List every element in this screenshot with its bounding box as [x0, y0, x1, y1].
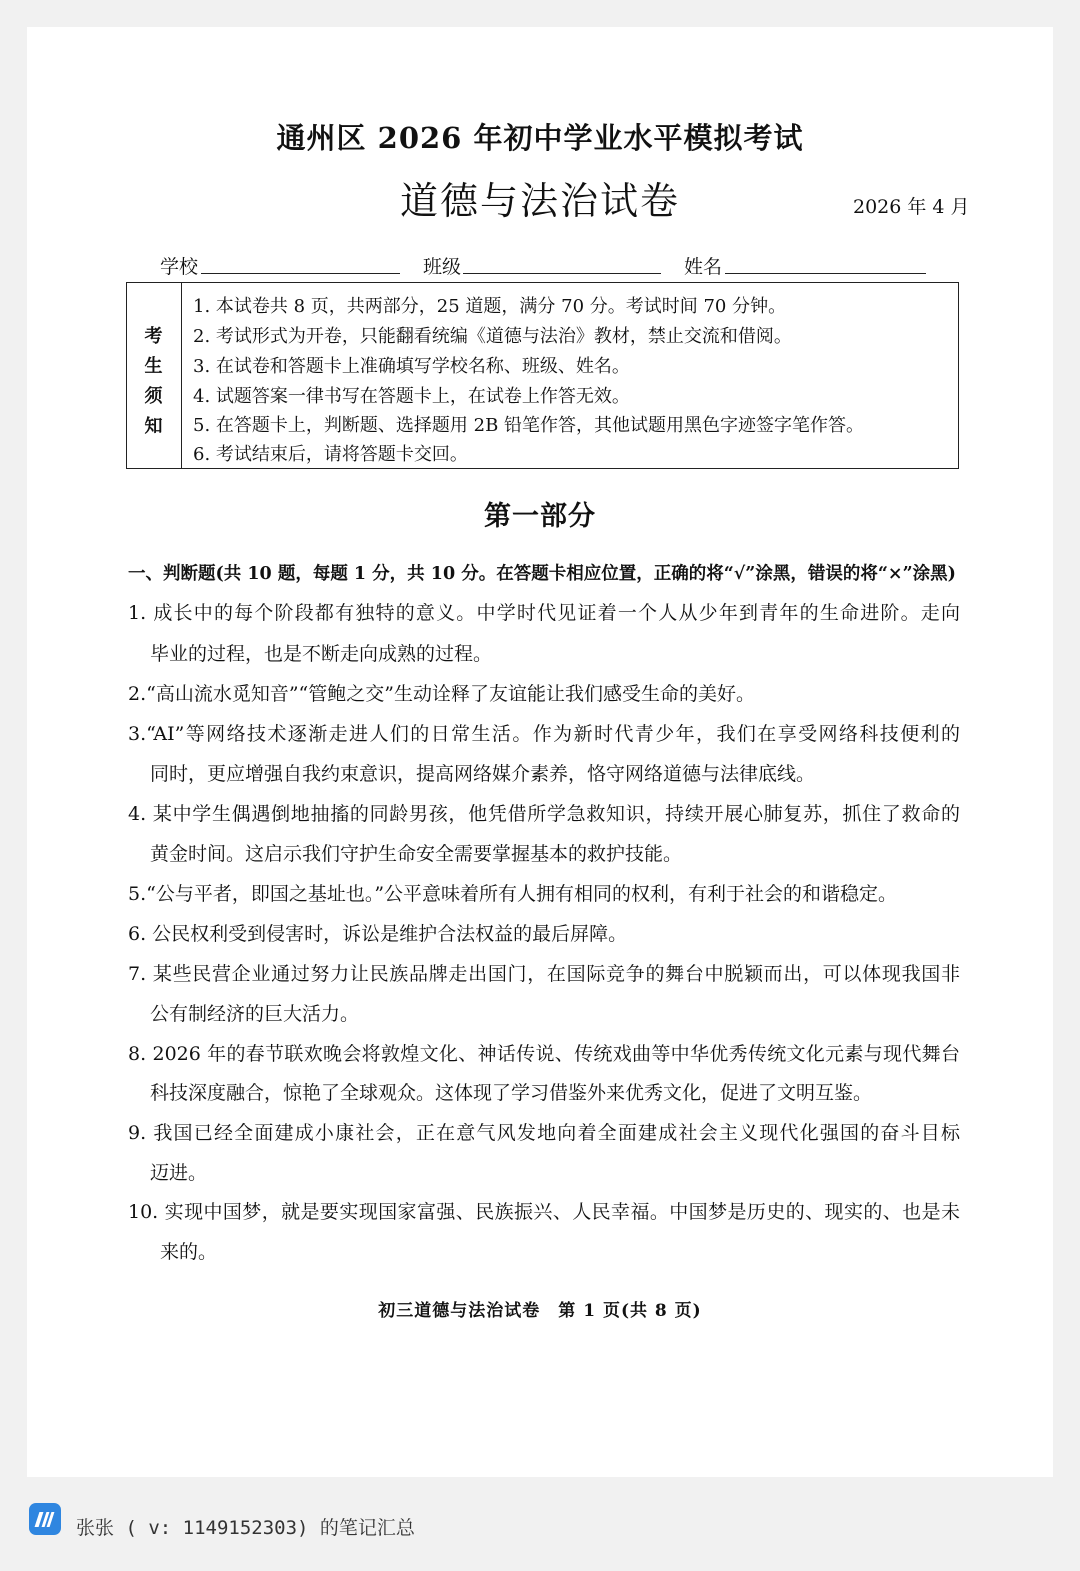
notice-heading-char: 考: [144, 326, 163, 347]
name-field: [725, 273, 926, 274]
candidate-notice-box: [126, 282, 959, 469]
notice-item: 2. 考试形式为开卷，只能翻看统编《道德与法治》教材，禁止交流和借阅。: [193, 326, 792, 347]
notice-heading-char: 须: [144, 386, 163, 407]
school-field: [201, 273, 400, 274]
class-label: 班级: [423, 256, 462, 278]
notice-heading-char: 知: [144, 416, 163, 437]
notice-item: 5. 在答题卡上，判断题、选择题用 2B 铅笔作答，其他试题用黑色字迹签字笔作答。: [193, 415, 865, 436]
notice-item: 6. 考试结束后，请将答题卡交回。: [193, 444, 468, 465]
question-9-line-2: 迈进。: [150, 1162, 208, 1184]
question-2-line-1: 2.“高山流水觅知音”“管鲍之交”生动诠释了友谊能让我们感受生命的美好。: [128, 683, 755, 705]
question-10-line-2: 来的。: [160, 1241, 218, 1263]
notice-item: 4. 试题答案一律书写在答题卡上，在试卷上作答无效。: [193, 386, 630, 407]
notes-app-icon: [29, 1503, 61, 1535]
notice-heading: [127, 283, 182, 468]
exam-date: 2026 年 4 月: [853, 196, 970, 218]
question-6-line-1: 6. 公民权利受到侵害时，诉讼是维护合法权益的最后屏障。: [128, 923, 628, 945]
question-4-line-2: 黄金时间。这启示我们守护生命安全需要掌握基本的救护技能。: [150, 843, 683, 865]
question-7-line-1: 7. 某些民营企业通过努力让民族品牌走出国门，在国际竞争的舞台中脱颖而出，可以体现我国非: [128, 963, 960, 985]
notice-item: 3. 在试卷和答题卡上准确填写学校名称、班级、姓名。: [193, 356, 630, 377]
part-one-title: 第一部分: [484, 501, 596, 532]
question-9-line-1: 9. 我国已经全面建成小康社会，正在意气风发地向着全面建成社会主义现代化强国的奋斗目标: [128, 1122, 960, 1144]
class-field: [463, 273, 661, 274]
question-8-line-2: 科技深度融合，惊艳了全球观众。这体现了学习借鉴外来优秀文化，促进了文明互鉴。: [150, 1082, 873, 1104]
true-false-instruction: 一、判断题(共 10 题，每题 1 分，共 10 分。在答题卡相应位置，正确的将“√”涂黑，错误的将“×”涂黑): [128, 564, 956, 584]
question-10-line-1: 10. 实现中国梦，就是要实现国家富强、民族振兴、人民幸福。中国梦是历史的、现实的、也是未: [128, 1201, 960, 1223]
page-footer: 初三道德与法治试卷 第 1 页(共 8 页): [378, 1301, 702, 1321]
school-label: 学校: [160, 256, 199, 278]
question-3-line-1: 3.“AI”等网络技术逐渐走进人们的日常生活。作为新时代青少年，我们在享受网络科技便利的: [128, 723, 960, 745]
question-1-line-2: 毕业的过程，也是不断走向成熟的过程。: [150, 643, 493, 665]
question-8-line-1: 8. 2026 年的春节联欢晚会将敦煌文化、神话传说、传统戏曲等中华优秀传统文化元素与现代舞台: [128, 1043, 960, 1065]
notice-item: 1. 本试卷共 8 页，共两部分，25 道题，满分 70 分。考试时间 70 分钟。: [193, 296, 787, 317]
question-7-line-2: 公有制经济的巨大活力。: [150, 1003, 360, 1025]
question-4-line-1: 4. 某中学生偶遇倒地抽搐的同龄男孩，他凭借所学急救知识，持续开展心肺复苏，抓住了救命的: [128, 803, 960, 825]
question-1-line-1: 1. 成长中的每个阶段都有独特的意义。中学时代见证着一个人从少年到青年的生命进阶。走向: [128, 602, 960, 624]
name-label: 姓名: [684, 256, 723, 278]
exam-main-title: 通州区 2026 年初中学业水平模拟考试: [276, 121, 804, 155]
exam-subtitle: 道德与法治试卷: [399, 179, 680, 223]
notice-heading-char: 生: [144, 356, 163, 377]
question-3-line-2: 同时，更应增强自我约束意识，提高网络媒介素养，恪守网络道德与法律底线。: [150, 763, 816, 785]
question-5-line-1: 5.“公与平者，即国之基址也。”公平意味着所有人拥有相同的权利，有利于社会的和谐稳定。: [128, 883, 898, 905]
watermark-text: 张张 ( v: 1149152303) 的笔记汇总: [76, 1517, 415, 1539]
